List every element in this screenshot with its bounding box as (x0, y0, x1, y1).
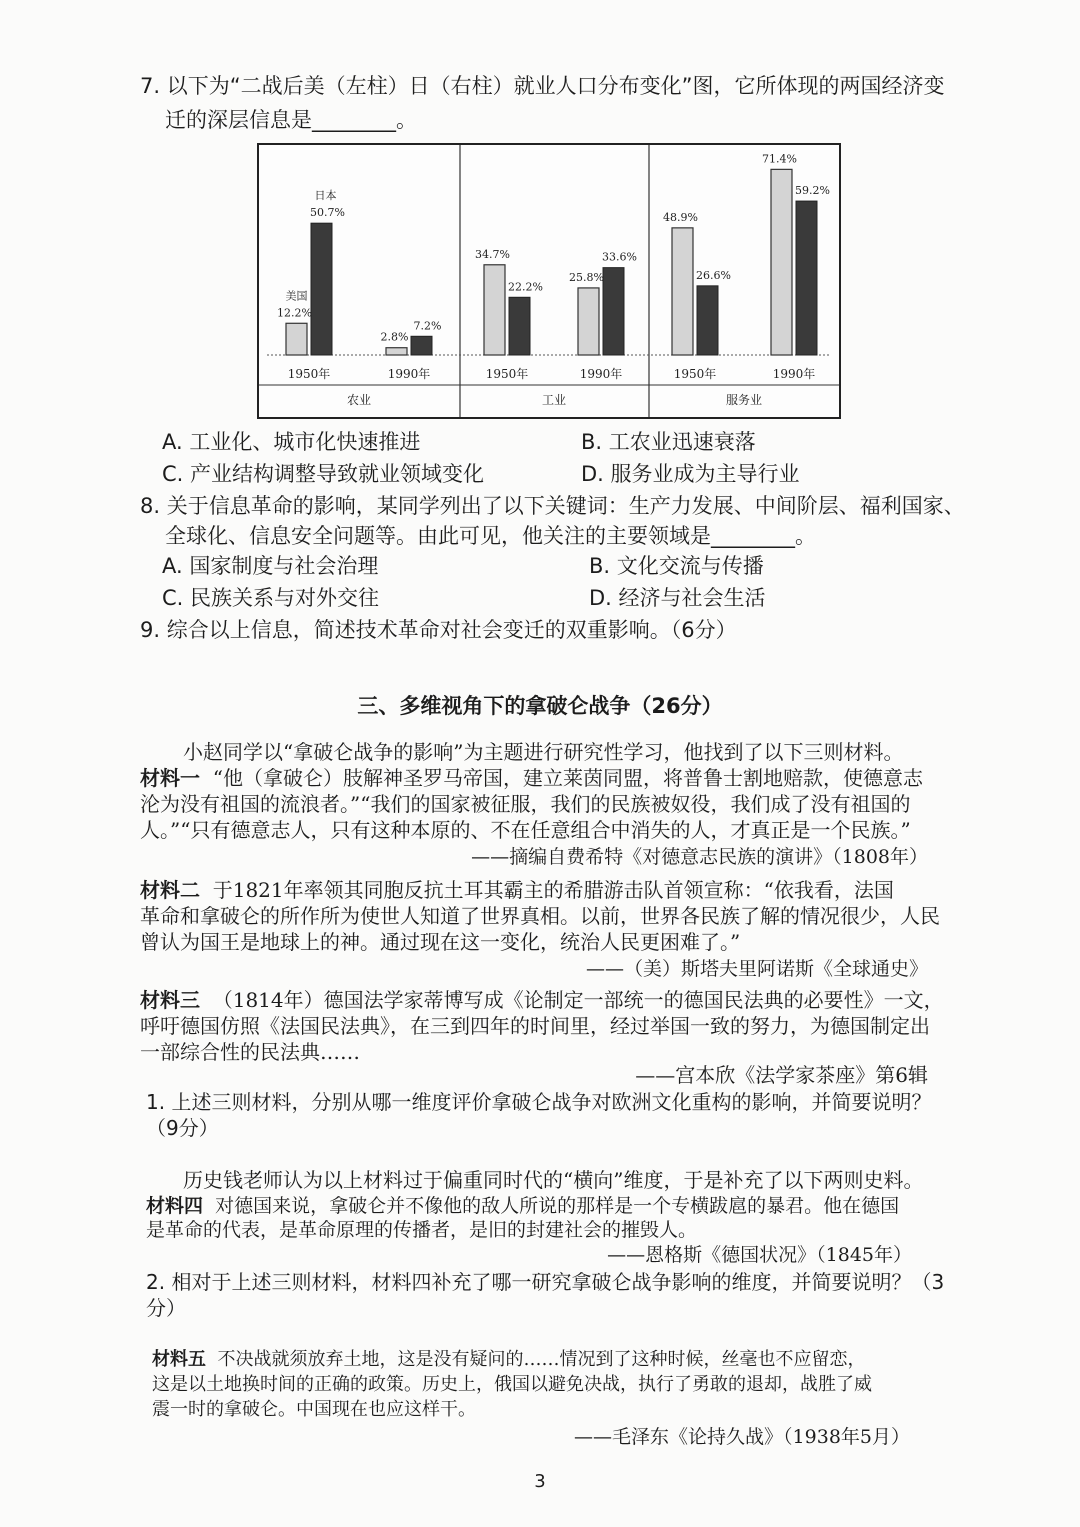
group-label: 服务业 (725, 393, 763, 407)
bar-us (484, 265, 505, 355)
label-us-value: 12.2% (277, 306, 312, 320)
category-label: 1990年 (579, 367, 623, 381)
material3-line1 (140, 986, 944, 1014)
employment-chart (257, 143, 841, 419)
material2-line1 (140, 876, 894, 904)
sub-q2-line2: 分） (146, 1296, 186, 1320)
material2-line3: 曾认为国王是地球上的神。通过现在这一变化，统治人民更困难了。” (140, 930, 741, 954)
bar-us (386, 348, 407, 355)
q7-line2: 迁的深层信息是________。 (165, 108, 417, 132)
material3-text1: （1814年）德国法学家蒂博写成《论制定一部统一的德国民法典的必要性》一文， (212, 988, 944, 1012)
section3-title: 三、多维视角下的拿破仑战争（26分） (357, 694, 723, 718)
label-jp-value: 50.7% (310, 206, 345, 220)
label-jp-value: 59.2% (795, 184, 830, 198)
bar-jp (411, 336, 432, 355)
label-jp-value: 7.2% (413, 319, 442, 333)
material1-text1: “他（拿破仑）肢解神圣罗马帝国，建立莱茵同盟，将普鲁士割地赔款，使德意志 (212, 766, 923, 790)
bar-jp (796, 201, 817, 355)
q9: 9. 综合以上信息，简述技术革命对社会变迁的双重影响。（6分） (140, 618, 737, 642)
bar-us (286, 323, 307, 355)
bar-jp (603, 268, 624, 355)
material5-line1 (152, 1346, 865, 1374)
label-us-value: 25.8% (569, 270, 604, 284)
page-number: 3 (534, 1471, 546, 1492)
category-label: 1990年 (772, 367, 816, 381)
label-us-value: 71.4% (762, 152, 797, 166)
category-label: 1950年 (673, 367, 717, 381)
q7-line1: 7. 以下为“二战后美（左柱）日（右柱）就业人口分布变化”图，它所体现的两国经济变 (140, 74, 945, 98)
q8-option-a: A. 国家制度与社会治理 (162, 554, 379, 578)
material3-line2: 呼吁德国仿照《法国民法典》，在三到四年的时间里，经过举国一致的努力，为德国制定出 (140, 1014, 930, 1038)
label-us-value: 34.7% (475, 247, 510, 261)
sub-q2-line1: 2. 相对于上述三则材料，材料四补充了哪一研究拿破仑战争影响的维度，并简要说明？（3 (146, 1270, 945, 1294)
q7-option-b: B. 工农业迅速衰落 (581, 430, 756, 454)
bar-us (578, 288, 599, 355)
material1-label: 材料一 (140, 766, 200, 790)
category-label: 1950年 (287, 367, 331, 381)
q8-line1: 8. 关于信息革命的影响，某同学列出了以下关键词：生产力发展、中间阶层、福利国家、 (140, 494, 965, 518)
section3-intro: 小赵同学以“拿破仑战争的影响”为主题进行研究性学习，他找到了以下三则材料。 (183, 740, 904, 764)
section3-intro2: 历史钱老师认为以上材料过于偏重同时代的“横向”维度，于是补充了以下两则史料。 (183, 1168, 924, 1192)
category-label: 1990年 (387, 367, 431, 381)
material4-line2: 是革命的代表，是革命原理的传播者，是旧的封建社会的摧毁人。 (146, 1219, 698, 1241)
material4-text1: 对德国来说，拿破仑并不像他的敌人所说的那样是一个专横跋扈的暴君。他在德国 (215, 1195, 900, 1217)
bar-jp (697, 286, 718, 355)
q8-line2: 全球化、信息安全问题等。由此可见，他关注的主要领域是________。 (165, 524, 816, 548)
material1-line3: 人。”“只有德意志人，只有这种本原的、不在任意组合中消失的人，才真正是一个民族。” (140, 818, 911, 842)
material5-line2: 这是以土地换时间的正确的政策。历史上，俄国以避免决战，执行了勇敢的退却，战胜了威 (152, 1374, 872, 1395)
q8-option-d: D. 经济与社会生活 (589, 586, 766, 610)
material4-label: 材料四 (146, 1195, 204, 1217)
annotation-jp: 日本 (314, 189, 337, 203)
material5-source: ——毛泽东《论持久战》（1938年5月） (574, 1426, 910, 1448)
material1-line2: 沦为没有祖国的流浪者。”“我们的国家被征服，我们的民族被奴役，我们成了没有祖国的 (140, 792, 911, 816)
material2-text1: 于1821年率领其同胞反抗土耳其霸主的希腊游击队首领宣称：“依我看，法国 (212, 878, 894, 902)
material3-line3: 一部综合性的民法典…… (140, 1040, 360, 1064)
material3-source: ——宫本欣《法学家茶座》第6辑 (635, 1063, 928, 1087)
bar-jp (311, 223, 332, 355)
material1-source: ——摘编自费希特《对德意志民族的演讲》（1808年） (471, 846, 928, 868)
label-us-value: 48.9% (663, 210, 698, 224)
group-label: 农业 (346, 393, 372, 407)
material5-line3: 震一时的拿破仑。中国现在也应这样干。 (152, 1399, 476, 1420)
label-jp-value: 33.6% (602, 250, 637, 264)
material2-label: 材料二 (140, 878, 200, 902)
annotation-us: 美国 (285, 289, 308, 303)
group-label: 工业 (541, 393, 567, 407)
q7-option-d: D. 服务业成为主导行业 (581, 462, 800, 486)
q7-option-a: A. 工业化、城市化快速推进 (162, 430, 421, 454)
bar-us (771, 169, 792, 355)
material4-source: ——恩格斯《德国状况》（1845年） (607, 1244, 912, 1266)
employment-chart-svg (259, 145, 839, 417)
label-us-value: 2.8% (380, 330, 409, 344)
material2-line2: 革命和拿破仑的所作所为使世人知道了世界真相。以前，世界各民族了解的情况很少，人民 (140, 904, 940, 928)
q7-option-c: C. 产业结构调整导致就业领域变化 (162, 462, 485, 486)
bar-jp (509, 297, 530, 355)
bar-us (672, 228, 693, 355)
material2-source: ——（美）斯塔夫里阿诺斯《全球通史》 (585, 958, 928, 980)
sub-q1-line1: 1. 上述三则材料，分别从哪一维度评价拿破仑战争对欧洲文化重构的影响，并简要说明？ (146, 1090, 932, 1114)
label-jp-value: 22.2% (508, 280, 543, 294)
sub-q1-line2: （9分） (146, 1116, 219, 1140)
material5-text1: 不决战就须放弃土地，这是没有疑问的……情况到了这种时候，丝毫也不应留恋， (217, 1349, 866, 1370)
category-label: 1950年 (485, 367, 529, 381)
material5-label: 材料五 (152, 1349, 206, 1370)
q8-option-b: B. 文化交流与传播 (589, 554, 764, 578)
material1-line1 (140, 764, 923, 792)
material3-label: 材料三 (140, 988, 200, 1012)
q8-option-c: C. 民族关系与对外交往 (162, 586, 380, 610)
label-jp-value: 26.6% (696, 268, 731, 282)
